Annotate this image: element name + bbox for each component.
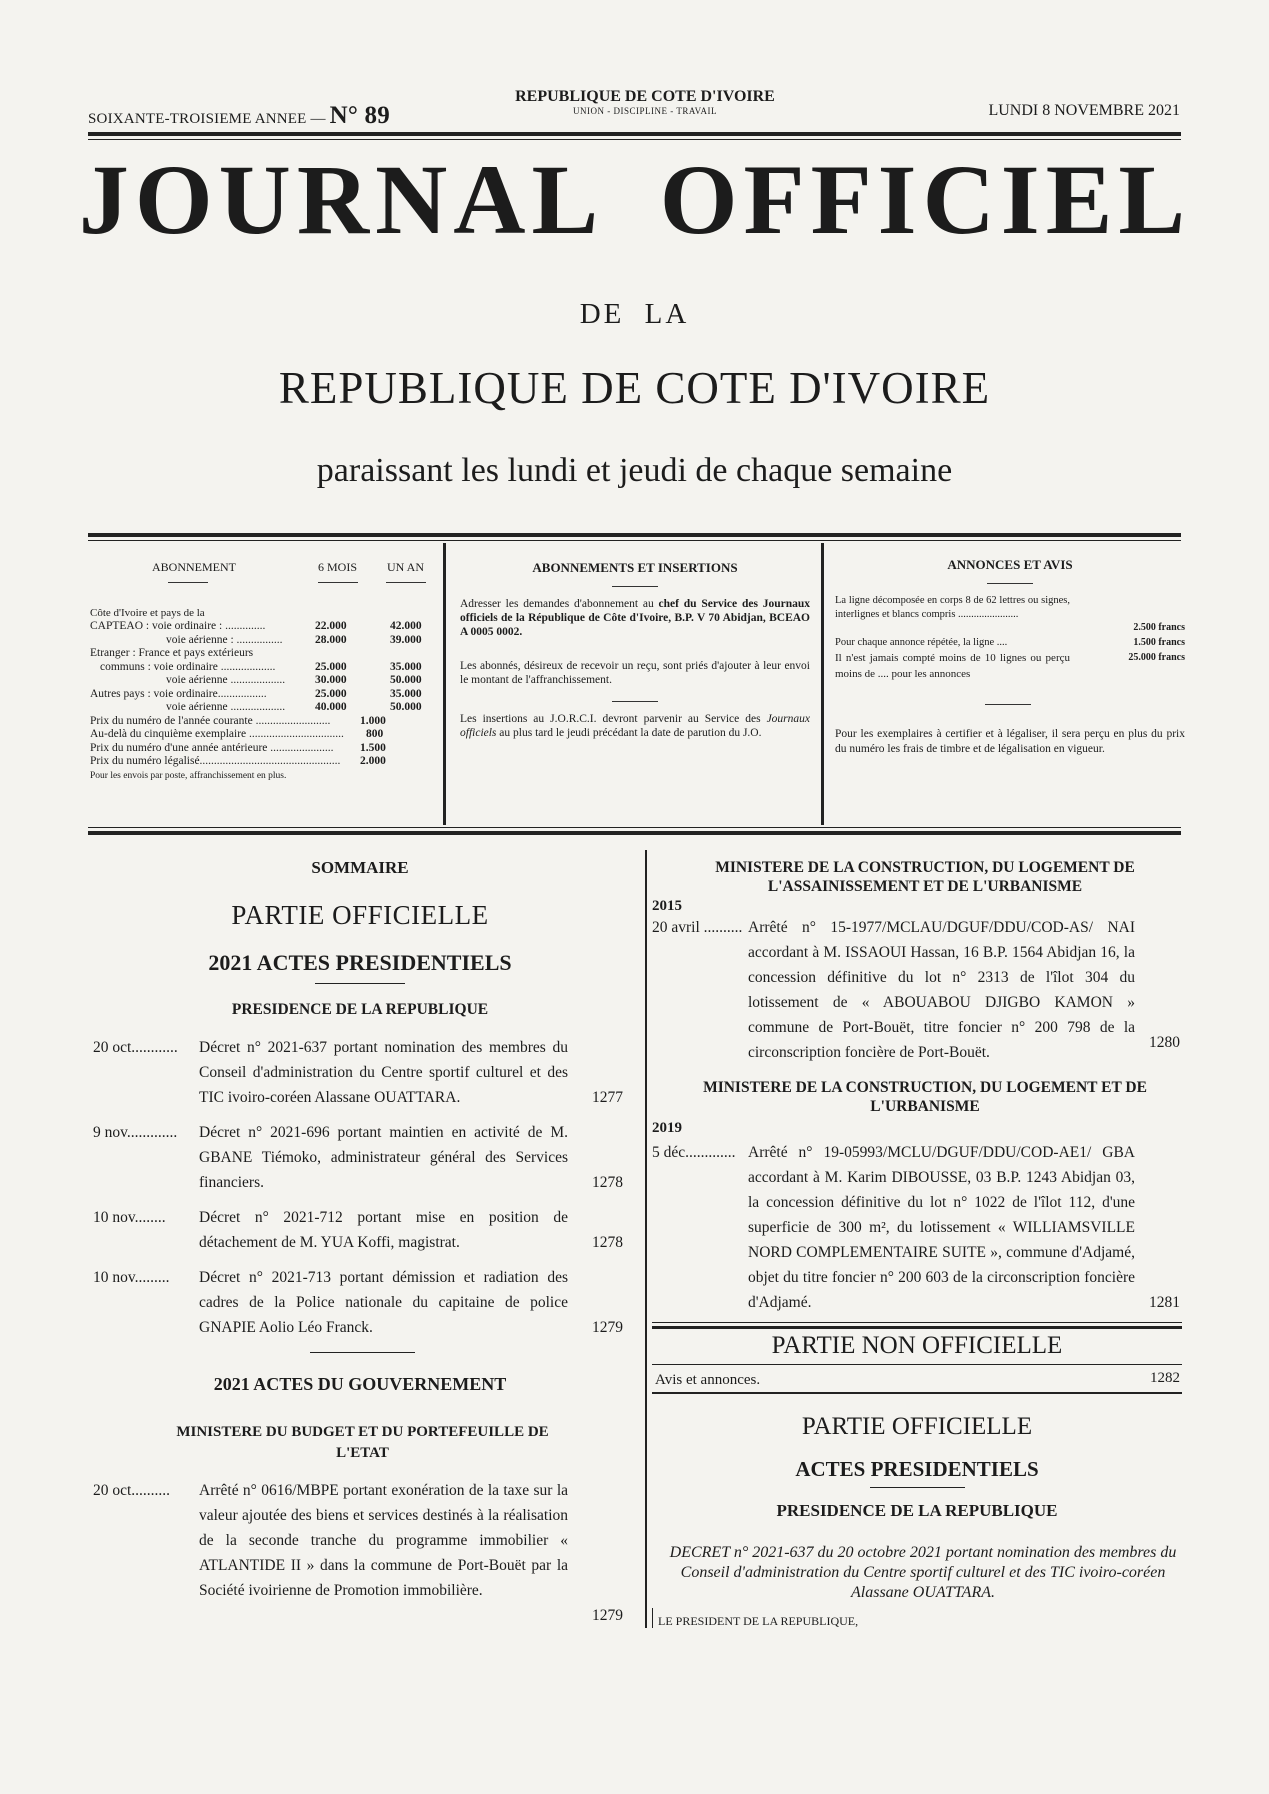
- header-rule-thin: [88, 139, 1181, 140]
- notices-page[interactable]: 1282: [1150, 1370, 1180, 1386]
- rule: [652, 1392, 1182, 1394]
- issue-year-text: SOIXANTE-TROISIEME ANNEE —: [88, 111, 326, 127]
- price-6-mois: 22.000: [315, 620, 347, 632]
- insertions-p1-lead: Adresser les demandes d'abonnement au: [460, 598, 654, 610]
- price-6-mois: 1.000: [360, 714, 386, 727]
- entry-text: Décret n° 2021-696 portant maintien en activité de M. GBANE Tiémoko, administrateur général des Services financiers.: [199, 1124, 568, 1191]
- insertions-p3: [460, 712, 810, 740]
- box-divider-1: [443, 543, 446, 825]
- construction-ministry-heading-1: MINISTERE DE LA CONSTRUCTION, DU LOGEMENT DE L'ASSAINISSEMENT ET DE L'URBANISME: [715, 859, 1135, 895]
- price-row: [90, 647, 435, 661]
- entry-page[interactable]: 1281: [1149, 1294, 1180, 1311]
- price-row: [90, 701, 435, 715]
- price-6-mois: 28.000: [315, 633, 347, 646]
- presidency-heading: PRESIDENCE DE LA REPUBLIQUE: [231, 1001, 489, 1018]
- price-row: [90, 634, 435, 648]
- price-un-an: 50.000: [390, 701, 422, 713]
- price-label: voie aérienne ...................: [166, 701, 286, 713]
- subtitle-de-la: DE LA: [579, 298, 690, 330]
- header-rule: [88, 132, 1181, 136]
- issue-year: [88, 102, 390, 130]
- rate-value-3: 25.000 francs: [1128, 652, 1185, 663]
- insertions-p1-bold: chef du Service des Journaux officiels de la République de Côte d'Ivoire, B.P. V 70 Abidjan, BCEAO A 0005 0002.: [460, 598, 811, 638]
- subscription-intro: Côte d'Ivoire et pays de la: [90, 607, 205, 619]
- price-un-an: 50.000: [390, 674, 422, 686]
- rule: [652, 1322, 1182, 1323]
- summary-entry: [652, 1140, 1180, 1315]
- price-row: [90, 688, 435, 702]
- announcements-heading: ANNONCES ET AVIS: [947, 557, 1073, 572]
- republic-header: [480, 88, 810, 116]
- presidency-heading-2: PRESIDENCE DE LA REPUBLIQUE: [776, 1501, 1058, 1520]
- announcements-box: [835, 557, 1185, 757]
- box-bottom-rule-thin: [88, 827, 1181, 828]
- price-6-mois: 25.000: [315, 687, 347, 700]
- entry-date: 9 nov.............: [93, 1124, 178, 1141]
- summary-entry: [93, 1265, 623, 1340]
- entry-page[interactable]: 1277: [592, 1089, 623, 1106]
- price-row: [90, 620, 435, 634]
- summary-entry: [652, 915, 1180, 1061]
- col-un-an: UN AN: [387, 560, 425, 574]
- announcement-rates: [835, 594, 1185, 712]
- heading-underline: [315, 983, 405, 984]
- motto: UNION - DISCIPLINE - TRAVAIL: [573, 106, 717, 116]
- price-label: Etranger : France et pays extérieurs: [90, 647, 254, 659]
- budget-ministry-heading: MINISTERE DU BUDGET ET DU PORTEFEUILLE DE L'ETAT: [176, 1424, 549, 1461]
- heading-underline: [318, 582, 358, 583]
- subtitle-republic: REPUBLIQUE DE COTE D'IVOIRE: [278, 363, 991, 413]
- entry-text: Arrêté n° 19-05993/MCLU/DGUF/DDU/COD-AE1/ GBA accordant à M. Karim DIBOUSSE, 03 B.P. 1243 Abidjan 03, la concession définitive du lot n° 1022 de l'îlot 112, d'une superficie de 300 m², du lotissement « WILLIAMSVILLE NORD COMPLEMENTAIRE SUITE », commune d'Adjamé, objet du titre foncier n° 200 603 de la circonscription foncière d'Adjamé.: [748, 1144, 1135, 1311]
- price-label: Autres pays : voie ordinaire.................: [90, 687, 267, 700]
- price-6-mois: 1.500: [360, 741, 386, 754]
- decree-opening: LE PRESIDENT DE LA REPUBLIQUE,: [658, 1614, 859, 1628]
- price-label: voie aérienne ...................: [166, 674, 286, 686]
- price-un-an: 35.000: [390, 687, 422, 700]
- heading-underline: [168, 582, 208, 583]
- box-bottom-rule: [88, 831, 1181, 835]
- insertions-p3-a: Les insertions au J.O.R.C.I. devront parvenir au Service des: [460, 713, 761, 725]
- price-6-mois: 25.000: [315, 660, 347, 673]
- price-label: Prix du numéro d'une année antérieure ......................: [90, 741, 334, 754]
- entry-page[interactable]: 1278: [592, 1234, 623, 1251]
- publication-frequency: paraissant les lundi et jeudi de chaque semaine: [316, 452, 953, 489]
- year-2015: 2015: [652, 898, 682, 914]
- part-official-2: PARTIE OFFICIELLE: [801, 1413, 1033, 1440]
- rate-value-2: 1.500 francs: [1133, 637, 1185, 648]
- price-row: [90, 728, 435, 742]
- divider: [612, 701, 658, 702]
- subscription-box: [90, 560, 435, 820]
- price-row: [90, 755, 435, 769]
- box-divider-2: [821, 543, 824, 825]
- entry-page[interactable]: 1279: [592, 1607, 623, 1624]
- price-label: communs : voie ordinaire ...................: [100, 660, 276, 673]
- price-un-an: 35.000: [390, 660, 422, 673]
- summary-entry: [93, 1035, 623, 1110]
- price-un-an: 39.000: [390, 633, 422, 646]
- entry-date: 5 déc.............: [652, 1144, 736, 1161]
- rule: [652, 1608, 653, 1628]
- price-6-mois: 40.000: [315, 701, 347, 713]
- summary-entry: [93, 1478, 623, 1628]
- price-6-mois: 2.000: [360, 755, 386, 767]
- entry-text: Arrêté n° 0616/MBPE portant exonération de la taxe sur la valeur ajoutée des biens et services destinés à la réalisation de la seconde tranche du programme immobilier « ATLANTIDE II » dans la commune de Port-Bouët par la Société ivoirienne de Promotion immobilière.: [199, 1482, 568, 1599]
- rule-thick: [652, 1326, 1182, 1329]
- republic-name: REPUBLIQUE DE COTE D'IVOIRE: [515, 88, 775, 105]
- summary-heading: SOMMAIRE: [311, 858, 409, 877]
- rate-line-1: La ligne décomposée en corps 8 de 62 lettres ou signes, interlignes et blancs compris .......................: [835, 595, 1070, 620]
- price-label: voie aérienne : ................: [166, 633, 283, 646]
- presidential-acts-heading: 2021 ACTES PRESIDENTIELS: [208, 950, 512, 975]
- heading-underline: [987, 583, 1033, 584]
- entry-date: 10 nov........: [93, 1209, 166, 1226]
- part-non-official: PARTIE NON OFFICIELLE: [771, 1332, 1063, 1359]
- entry-text: Décret n° 2021-713 portant démission et radiation des cadres de la Police nationale du capitaine de police GNAPIE Aolio Léo Franck.: [199, 1269, 568, 1336]
- divider: [310, 1352, 415, 1353]
- heading-underline: [612, 586, 658, 587]
- insertions-box: [460, 560, 810, 740]
- entry-page[interactable]: 1278: [592, 1174, 623, 1191]
- government-acts-heading: 2021 ACTES DU GOUVERNEMENT: [213, 1374, 507, 1394]
- insertions-p2: Les abonnés, désireux de recevoir un reçu, sont priés d'ajouter à leur envoi le montant de l'affranchissement.: [460, 660, 810, 686]
- entry-text: Décret n° 2021-637 portant nomination des membres du Conseil d'administration du Centre sportif culturel et des TIC ivoiro-coréen Alassane OUATTARA.: [199, 1039, 568, 1106]
- entry-text: Arrêté n° 15-1977/MCLAU/DGUF/DDU/COD-AS/ NAI accordant à M. ISSAOUI Hassan, 16 B.P. 1564 Abidjan 16, la concession définitive du lot n° 2313 de l'îlot 304 du lotissement de « ABOUABOU DJIGBO KAMON » commune de Port-Bouët, titre foncier n° 200 798 de la circonscription foncière de Port-Bouët.: [748, 919, 1135, 1061]
- heading-underline: [870, 1487, 965, 1488]
- price-row: [90, 661, 435, 675]
- entry-page[interactable]: 1279: [592, 1319, 623, 1336]
- column-divider: [645, 850, 647, 1628]
- rate-line-2: Pour chaque annonce répétée, la ligne ....: [835, 637, 1008, 648]
- rate-line-3: Il n'est jamais compté moins de 10 lignes ou perçu moins de .... pour les annonces: [835, 652, 1070, 680]
- price-6-mois: 800: [366, 728, 384, 740]
- insertions-p1: [460, 597, 810, 639]
- price-row: [90, 742, 435, 756]
- construction-ministry-heading-2: MINISTERE DE LA CONSTRUCTION, DU LOGEMENT ET DE L'URBANISME: [703, 1079, 1147, 1115]
- journal-title: JOURNAL OFFICIEL: [78, 144, 1192, 255]
- price-label: Prix du numéro de l'année courante ..........................: [90, 714, 331, 727]
- insertions-p3-italic: Journaux officiels: [460, 713, 810, 739]
- entry-date: 20 oct............: [93, 1039, 178, 1056]
- part-official: PARTIE OFFICIELLE: [231, 900, 489, 930]
- price-row: [90, 715, 435, 729]
- legalisation-note: Pour les exemplaires à certifier et à légaliser, il sera perçu en plus du prix du numéro les frais de timbre et de légalisation en vigueur.: [835, 728, 1185, 755]
- entry-date: 10 nov.........: [93, 1269, 170, 1286]
- rule: [652, 1364, 1182, 1365]
- price-label: CAPTEAO : voie ordinaire : ..............: [90, 620, 266, 632]
- entry-date: 20 oct..........: [93, 1482, 171, 1499]
- col-6-mois: 6 MOIS: [318, 560, 358, 574]
- price-label: Au-delà du cinquième exemplaire .................................: [90, 728, 344, 740]
- price-6-mois: 30.000: [315, 674, 347, 686]
- price-un-an: 42.000: [390, 620, 422, 632]
- summary-entry: [93, 1205, 623, 1255]
- year-2019: 2019: [652, 1120, 682, 1136]
- box-top-rule-thin: [88, 540, 1181, 541]
- price-table: [90, 620, 435, 769]
- rate-value-1: 2.500 francs: [1133, 622, 1185, 633]
- price-label: Prix du numéro légalisé.................................................: [90, 755, 341, 767]
- entry-page[interactable]: 1280: [1149, 1034, 1180, 1051]
- heading-underline: [386, 582, 426, 583]
- insertions-p3-b: au plus tard le jeudi précédant la date de parution du J.O.: [499, 727, 762, 739]
- issue-date: LUNDI 8 NOVEMBRE 2021: [988, 102, 1180, 119]
- notices-label: Avis et annonces.: [655, 1372, 761, 1388]
- issue-number: N° 89: [329, 102, 390, 129]
- subscription-footnote: Pour les envois par poste, affranchissement en plus.: [90, 770, 287, 781]
- decree-title: DECRET n° 2021-637 du 20 octobre 2021 portant nomination des membres du Conseil d'administration du Centre sportif culturel et des TIC ivoiro-coréen Alassane OUATTARA.: [669, 1544, 1177, 1601]
- entry-date: 20 avril ..........: [652, 919, 743, 936]
- insertions-heading: ABONNEMENTS ET INSERTIONS: [532, 560, 738, 575]
- price-row: [90, 674, 435, 688]
- entry-text: Décret n° 2021-712 portant mise en position de détachement de M. YUA Koffi, magistrat.: [199, 1209, 568, 1251]
- subscription-heading: ABONNEMENT: [152, 560, 236, 574]
- summary-entry: [93, 1120, 623, 1195]
- box-top-rule: [88, 533, 1181, 537]
- presidential-acts-heading-2: ACTES PRESIDENTIELS: [795, 1457, 1039, 1481]
